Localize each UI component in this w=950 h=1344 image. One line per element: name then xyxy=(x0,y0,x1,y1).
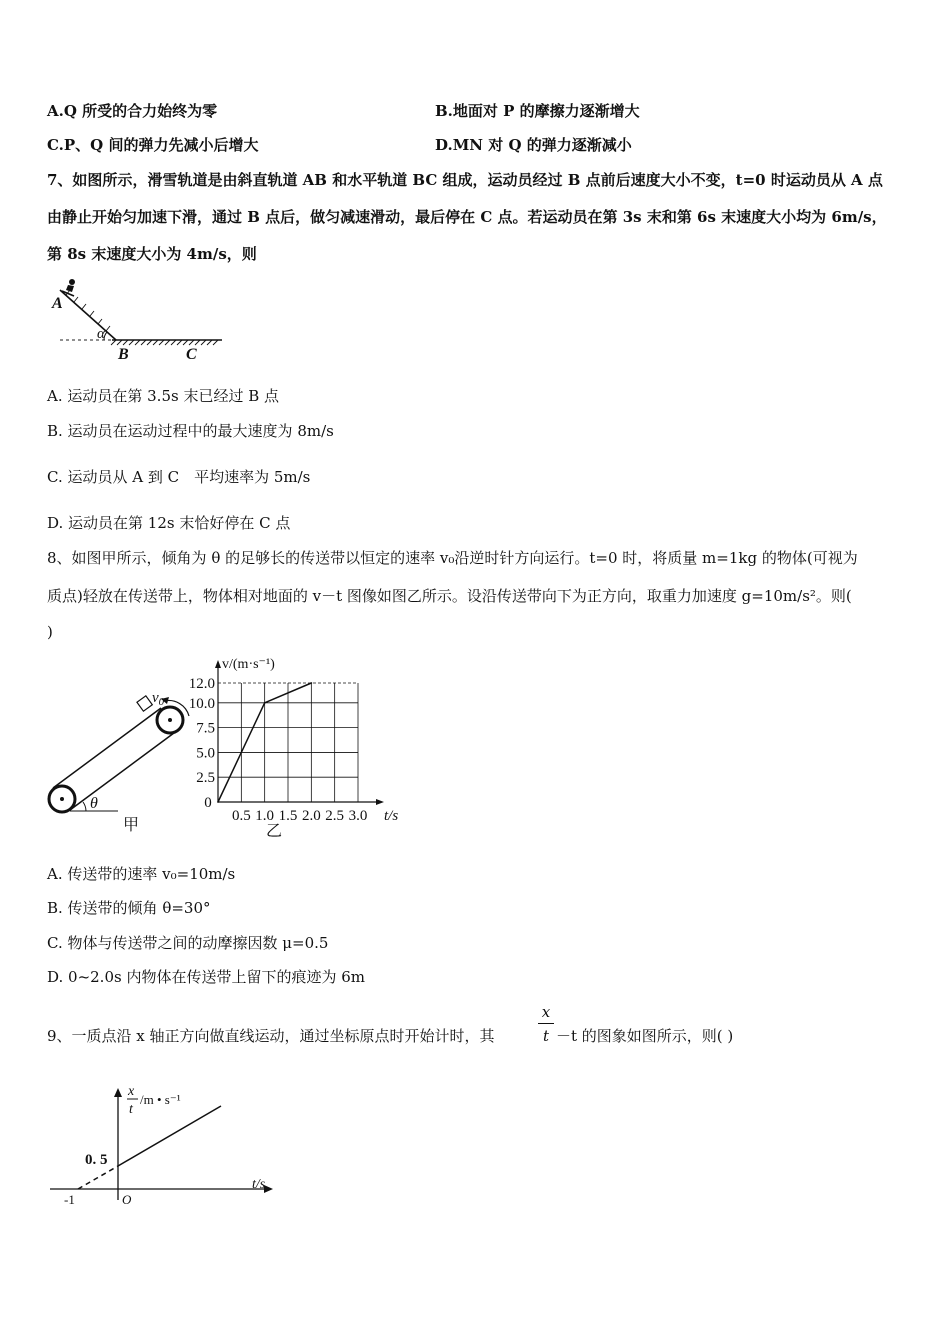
origin-label: 0 xyxy=(204,795,212,811)
q8-stem-line1: 8、如图甲所示，倾角为 θ 的足够长的传送带以恒定的速率 v₀沿逆时针方向运行。t=0 时，将质量 m=1kg 的物体(可视为 xyxy=(47,549,858,567)
q7-label-a: A xyxy=(52,295,63,312)
y-tick-label: 2.5 xyxy=(196,770,215,787)
q8-vt-chart xyxy=(180,652,410,840)
q9-stem-after: －t 的图象如图所示，则( ) xyxy=(556,1027,734,1045)
q8-option-d: D. 0~2.0s 内物体在传送带上留下的痕迹为 6m xyxy=(47,968,365,986)
q9-fraction-den: t xyxy=(542,1027,550,1045)
data-point xyxy=(217,801,219,803)
data-point xyxy=(310,682,312,684)
x-tick-label: 1.0 xyxy=(255,808,275,824)
q8-caption-jia: 甲 xyxy=(123,817,140,834)
q7-option-d: D. 运动员在第 12s 末恰好停在 C 点 xyxy=(47,514,291,532)
q6-option-c: C.P、Q 间的弹力先减小后增大 xyxy=(47,136,259,154)
q7-label-b: B xyxy=(118,346,129,363)
q9-neg-one-label: -1 xyxy=(64,1192,75,1207)
chart-caption-yi: 乙 xyxy=(266,823,283,840)
q7-label-alpha: α xyxy=(97,326,105,342)
q9-xlabel: t/s xyxy=(252,1177,266,1192)
q8-theta-label: θ xyxy=(90,795,98,812)
q9-fraction xyxy=(538,1005,554,1044)
data-point xyxy=(264,702,266,704)
y-tick-label: 10.0 xyxy=(188,695,215,712)
q9-intercept-label: 0. 5 xyxy=(85,1152,108,1168)
y-axis-title: v/(m·s⁻¹) xyxy=(222,657,275,672)
q7-option-c: C. 运动员从 A 到 C 平均速率为 5m/s xyxy=(47,468,311,486)
q7-stem-line3: 第 8s 末速度大小为 4m/s，则 xyxy=(47,245,257,263)
q7-label-c: C xyxy=(186,346,197,363)
q6-option-b: B.地面对 P 的摩擦力逐渐增大 xyxy=(435,102,640,120)
q8-stem-line2: 质点)轻放在传送带上，物体相对地面的 v－t 图像如图乙所示。设沿传送带向下为正方向，取重力加速度 g=10m/s²。则( xyxy=(47,587,852,605)
x-tick-label: 1.5 xyxy=(278,808,298,824)
q8-v0-label: $v_0$ xyxy=(152,690,165,708)
q9-ylabel-den: t xyxy=(129,1102,133,1117)
q7-stem-line2: 由静止开始匀加速下滑，通过 B 点后，做匀减速滑动，最后停在 C 点。若运动员在第 3s 末和第 6s 末速度大小均为 6m/s， xyxy=(47,208,887,226)
q6-option-d: D.MN 对 Q 的弹力逐渐减小 xyxy=(435,136,632,154)
q8-option-b: B. 传送带的倾角 θ=30° xyxy=(47,899,211,917)
x-axis-arrow-icon xyxy=(376,799,384,805)
x-tick-label: 0.5 xyxy=(231,808,251,824)
x-tick-label: 3.0 xyxy=(348,808,368,824)
q8-stem-line3: ) xyxy=(47,623,53,641)
q7-option-a: A. 运动员在第 3.5s 末已经过 B 点 xyxy=(47,387,280,405)
q9-fraction-num: x xyxy=(541,1003,551,1021)
q8-option-c: C. 物体与传送带之间的动摩擦因数 μ=0.5 xyxy=(47,934,329,952)
q7-stem-line1: 7、如图所示，滑雪轨道是由斜直轨道 AB 和水平轨道 BC 组成，运动员经过 B 点前后速度大小不变，t=0 时运动员从 A 点 xyxy=(47,171,883,189)
q9-xt-graph xyxy=(40,1075,290,1215)
x-tick-label: 2.0 xyxy=(301,808,321,824)
q9-stem-before: 9、一质点沿 x 轴正方向做直线运动，通过坐标原点时开始计时，其 xyxy=(47,1027,495,1045)
x-axis-title: t/s xyxy=(384,808,399,824)
y-tick-label: 5.0 xyxy=(196,745,215,762)
x-tick-label: 2.5 xyxy=(325,808,345,824)
q9-origin-label: O xyxy=(122,1192,132,1207)
q7-slope-figure xyxy=(40,278,230,366)
y-axis-arrow-icon xyxy=(215,660,221,668)
q6-option-a: A.Q 所受的合力始终为零 xyxy=(47,102,218,120)
y-tick-label: 7.5 xyxy=(196,720,215,737)
q8-option-a: A. 传送带的速率 v₀=10m/s xyxy=(47,865,236,883)
q9-ylabel-num: x xyxy=(128,1084,135,1099)
q7-option-b: B. 运动员在运动过程中的最大速度为 8m/s xyxy=(47,422,334,440)
y-tick-label: 12.0 xyxy=(188,676,215,692)
q9-ylabel-unit: /m • s⁻¹ xyxy=(140,1092,181,1107)
